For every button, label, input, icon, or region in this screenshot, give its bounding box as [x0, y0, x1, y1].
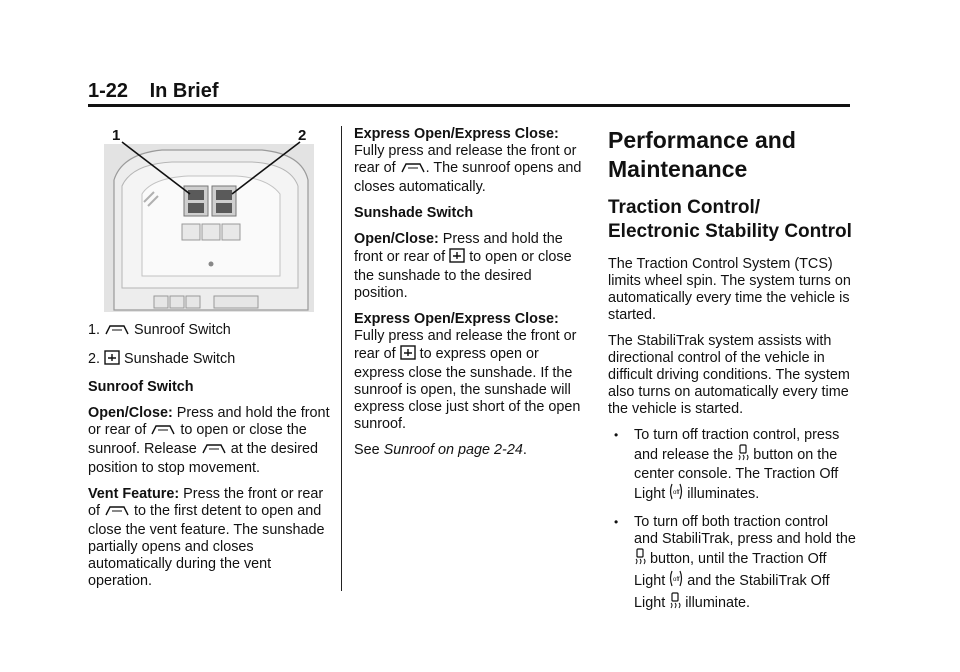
paragraph: The StabiliTrak system assists with directional control of the vehicle in difficult driving conditions. The system also turns on automatically every time the vehicle is started. — [608, 333, 850, 417]
sunroof-icon — [104, 323, 130, 341]
list-item: • To turn off traction control, press and release the button on the center console. The Traction Off Light off illuminates. — [608, 427, 856, 505]
column-1 — [88, 120, 333, 599]
paragraph: Express Open/Express Close: Fully press and release the front or rear of . The sunroof opens and closes automatically. — [354, 126, 582, 195]
paragraph: Express Open/Express Close: Fully press and release the front or rear of to express open or express close the sunshade. If the sunroof is open, the sunshade will express close just short of the open sunroof. — [354, 311, 581, 432]
paragraph: Open/Close: Press and hold the front or rear of to open or close the sunroof. Release at the desired position to stop movement. — [88, 405, 330, 476]
list-item: • To turn off both traction control and StabiliTrak, press and hold the button, until the Traction Off Light off and the StabiliTrak Off Light illuminate. — [608, 514, 856, 614]
callout-2: 2 — [298, 127, 307, 144]
paragraph: Vent Feature: Press the front or rear of to the first detent to open and close the vent feature. The sunshade partially opens and closes automatically during the vent operation. — [88, 486, 325, 589]
list-item: 1. Sunroof Switch — [88, 322, 333, 341]
paragraph: Open/Close: Press and hold the front or rear of to open or close the sunshade to the desired position. — [354, 231, 572, 301]
sunroof-icon — [400, 161, 426, 179]
sunroof-icon — [201, 442, 227, 460]
column-2 — [354, 126, 586, 468]
paragraph: See Sunroof on page 2-24. — [354, 442, 527, 458]
column-divider — [341, 126, 342, 591]
traction-control-icon — [737, 444, 749, 466]
header-rule — [88, 104, 850, 107]
page-number: 1-22 — [88, 80, 129, 102]
sunroof-icon — [150, 423, 176, 441]
callout-1: 1 — [112, 127, 121, 144]
subsection-heading: Traction Control/ Electronic Stability Control — [608, 197, 852, 242]
svg-text:off: off — [673, 577, 680, 583]
traction-off-light-icon — [669, 570, 683, 592]
column-3 — [608, 126, 856, 623]
svg-text:off: off — [673, 490, 680, 496]
sunshade-icon — [104, 350, 120, 370]
cross-reference-link[interactable]: Sunroof on page 2-24 — [383, 442, 523, 458]
section-title: In Brief — [149, 80, 219, 102]
sunshade-switch-heading: Sunshade Switch — [354, 205, 474, 221]
sunshade-icon — [400, 345, 416, 365]
section-heading: Performance and Maintenance — [608, 127, 796, 182]
overhead-console-figure — [92, 120, 317, 312]
sunroof-switch-heading: Sunroof Switch — [88, 379, 194, 395]
traction-off-light-icon — [669, 483, 683, 505]
paragraph: The Traction Control System (TCS) limits wheel spin. The system turns on automatically every time the vehicle is started. — [608, 256, 851, 323]
sunroof-icon — [104, 504, 130, 522]
page-header — [88, 80, 219, 103]
list-item: 2. Sunshade Switch — [88, 350, 333, 370]
stabilitrak-off-light-icon — [669, 592, 681, 614]
sunshade-icon — [449, 248, 465, 268]
traction-control-icon — [634, 548, 646, 570]
